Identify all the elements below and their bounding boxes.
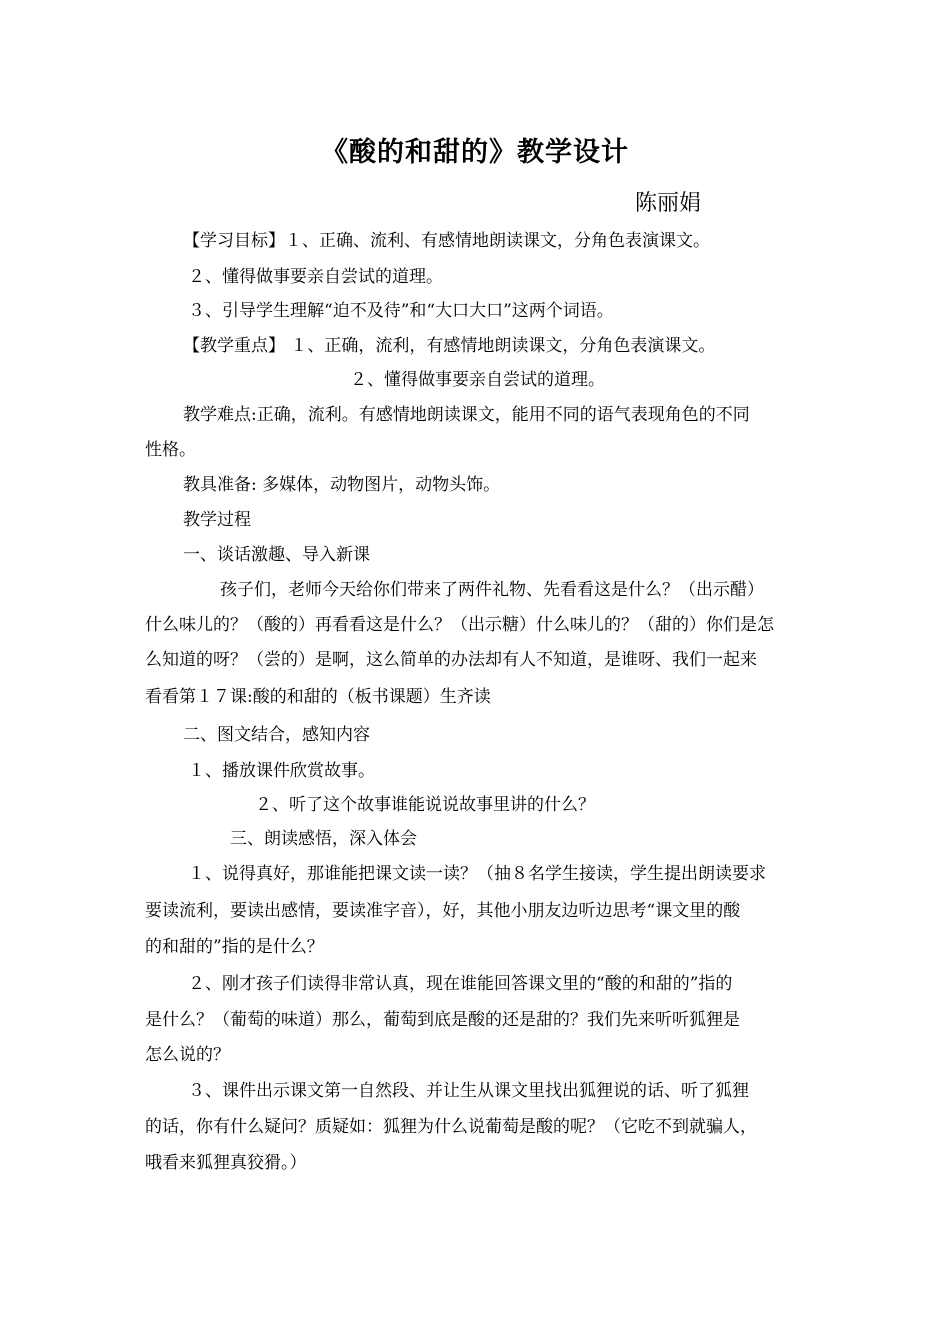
section-2-item-1: １、播放课件欣赏故事。 [188, 761, 375, 781]
teaching-focus-line-2: ２、懂得做事要亲自尝试的道理。 [350, 370, 605, 390]
teaching-difficulty-line-2: 性格。 [145, 440, 196, 460]
teaching-focus-line-1: 【教学重点】 １、正确，流利，有感情地朗读课文，分角色表演课文。 [183, 336, 716, 356]
paragraph-3-line-2: 是什么？（葡萄的味道）那么，葡萄到底是酸的还是甜的？我们先来听听狐狸是 [145, 1010, 740, 1030]
section-2-item-2: ２、听了这个故事谁能说说故事里讲的什么？ [255, 795, 595, 815]
teaching-difficulty-line-1: 教学难点:正确，流利。有感情地朗读课文，能用不同的语气表现角色的不同 [183, 405, 750, 425]
paragraph-1-line-2: 什么味儿的？（酸的）再看看这是什么？（出示糖）什么味儿的？（甜的）你们是怎 [145, 615, 774, 635]
paragraph-2-line-1: １、说得真好，那谁能把课文读一读？（抽８名学生接读，学生提出朗读要求 [188, 864, 766, 884]
teaching-tools-line: 教具准备: 多媒体，动物图片，动物头饰。 [183, 475, 501, 495]
learning-goals-line-3: ３、引导学生理解“迫不及待”和“大口大口”这两个词语。 [188, 301, 614, 321]
learning-goals-line-1: 【学习目标】１、正确、流利、有感情地朗读课文，分角色表演课文。 [183, 231, 710, 251]
document-title: 《酸的和甜的》教学设计 [321, 137, 629, 168]
paragraph-2-line-3: 的和甜的”指的是什么？ [145, 937, 324, 957]
paragraph-2-line-2: 要读流利，要读出感情，要读准字音），好，其他小朋友边听边思考“课文里的酸 [145, 901, 741, 921]
teaching-process-heading: 教学过程 [183, 510, 251, 530]
paragraph-3-line-1: ２、刚才孩子们读得非常认真，现在谁能回答课文里的“酸的和甜的”指的 [188, 974, 733, 994]
section-1-heading: 一、谈话激趣、导入新课 [183, 545, 370, 565]
section-3-heading: 三、朗读感悟，深入体会 [230, 829, 417, 849]
section-2-heading: 二、图文结合，感知内容 [183, 725, 370, 745]
paragraph-1-line-4: 看看第１７课:酸的和甜的（板书课题）生齐读 [145, 687, 491, 707]
paragraph-4-line-1: ３、课件出示课文第一自然段、并让生从课文里找出狐狸说的话、听了狐狸 [188, 1081, 749, 1101]
paragraph-3-line-3: 怎么说的？ [145, 1045, 230, 1065]
author-name: 陈丽娟 [635, 191, 702, 216]
paragraph-1-line-3: 么知道的呀？（尝的）是啊，这么简单的办法却有人不知道，是谁呀、我们一起来 [145, 650, 757, 670]
learning-goals-line-2: ２、懂得做事要亲自尝试的道理。 [188, 267, 443, 287]
paragraph-4-line-2: 的话，你有什么疑问？质疑如：狐狸为什么说葡萄是酸的呢？（它吃不到就骗人， [145, 1117, 757, 1137]
paragraph-4-line-3: 哦看来狐狸真狡猾。） [145, 1153, 307, 1173]
paragraph-1-line-1: 孩子们，老师今天给你们带来了两件礼物、先看看这是什么？（出示醋） [220, 580, 764, 600]
